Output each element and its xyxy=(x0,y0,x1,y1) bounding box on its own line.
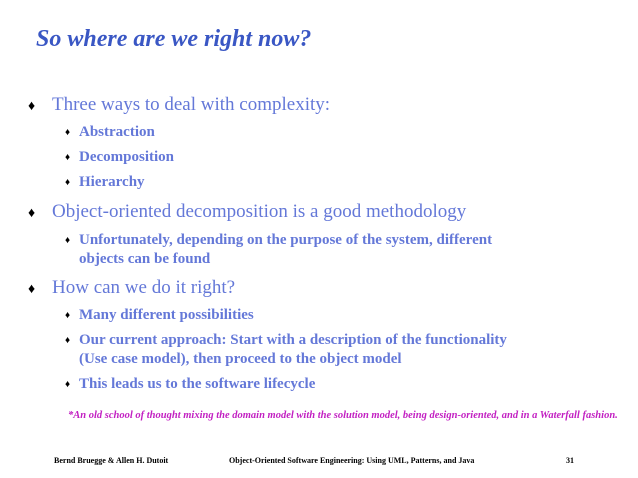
page-number: 31 xyxy=(566,456,574,465)
small-diamond-icon: ♦ xyxy=(65,127,71,138)
bullet-oo-decomposition xyxy=(28,201,467,223)
sub-bullet-hierarchy xyxy=(65,173,619,192)
sub-bullet-possibilities xyxy=(65,306,619,325)
sub-bullet-unfortunately xyxy=(65,231,619,269)
sub-bullet-text: This leads us to the software lifecycle xyxy=(79,376,316,392)
small-diamond-icon: ♦ xyxy=(65,335,71,346)
sub-bullet-text: Hierarchy xyxy=(79,174,145,190)
diamond-icon: ♦ xyxy=(28,206,36,221)
sub-bullet-lifecycle xyxy=(65,375,619,394)
slide-title: So where are we right now? xyxy=(36,26,312,52)
small-diamond-icon: ♦ xyxy=(65,152,71,163)
sub-bullet-text: Decomposition xyxy=(79,149,174,165)
sub-bullet-abstraction xyxy=(65,123,619,142)
sub-bullet-text-line2: objects can be found xyxy=(79,251,211,267)
footer-authors: Bernd Bruegge & Allen H. Dutoit xyxy=(54,456,169,465)
bullet-text: How can we do it right? xyxy=(52,277,236,298)
small-diamond-icon: ♦ xyxy=(65,235,71,246)
sub-bullet-current-approach xyxy=(65,331,619,369)
bullet-text: Object-oriented decomposition is a good methodology xyxy=(52,201,467,222)
small-diamond-icon: ♦ xyxy=(65,177,71,188)
bullet-complexity xyxy=(28,94,331,116)
sub-bullet-decomposition xyxy=(65,148,619,167)
diamond-icon: ♦ xyxy=(28,282,36,297)
footnote: *An old school of thought mixing the domain model with the solution model, being design-oriented, and in a Waterfall fashion. xyxy=(68,410,618,421)
small-diamond-icon: ♦ xyxy=(65,310,71,321)
bullet-how-right xyxy=(28,277,236,299)
footer-book-title: Object-Oriented Software Engineering: Using UML, Patterns, and Java xyxy=(229,456,475,465)
sub-bullet-text: Many different possibilities xyxy=(79,307,254,323)
sub-bullet-text-line1: Unfortunately, depending on the purpose of the system, different xyxy=(79,232,493,248)
sub-bullet-text-line2: (Use case model), then proceed to the object model xyxy=(79,351,402,367)
bullet-text: Three ways to deal with complexity: xyxy=(52,94,331,115)
small-diamond-icon: ♦ xyxy=(65,379,71,390)
sub-bullet-text: Abstraction xyxy=(79,124,155,140)
sub-bullet-text-line1: Our current approach: Start with a description of the functionality xyxy=(79,332,507,348)
diamond-icon: ♦ xyxy=(28,99,36,114)
